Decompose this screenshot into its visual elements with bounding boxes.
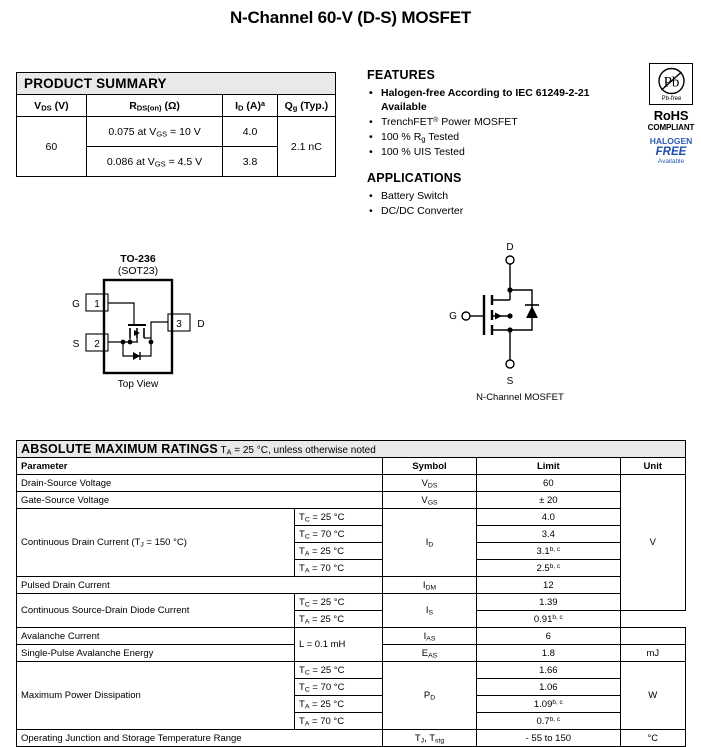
table-row — [17, 475, 686, 492]
cell-symbol: $I_{DM}$ — [382, 577, 476, 594]
package-name: TO-236 — [120, 253, 156, 265]
list-item — [367, 130, 637, 144]
cell-condition: $T_C = 70$ °C — [295, 526, 383, 543]
table-row — [17, 730, 686, 747]
list-item — [367, 115, 637, 129]
bullet-icon: • — [369, 116, 373, 128]
bullet-icon: • — [369, 190, 373, 202]
product-summary-table — [16, 72, 336, 177]
cell-symbol: $I_{AS}$ — [382, 628, 476, 645]
table-row — [17, 594, 686, 611]
cell-limit: 1.8 — [477, 645, 620, 662]
terminal-source-label: S — [506, 376, 514, 387]
column-header-rdson: $R_{DS(on)}$ (Ω) — [86, 95, 223, 117]
cell-limit: - 55 to 150 — [477, 730, 620, 747]
cell-rdson-2: 0.086 at $V_{GS} = 4.5$ V — [86, 147, 223, 177]
rohs-compliant-label: COMPLIANT — [647, 123, 695, 132]
svg-text:D: D — [197, 319, 205, 330]
svg-text:G: G — [72, 299, 80, 310]
schematic-svg — [420, 238, 620, 403]
terminal-drain-label: D — [506, 242, 514, 253]
cell-limit: 6 — [477, 628, 620, 645]
cell-unit: °C — [620, 730, 685, 747]
feature-text: 100 % UIS Tested — [381, 146, 465, 158]
applications-list — [367, 189, 637, 218]
cell-qg-value: 2.1 nC — [277, 117, 335, 177]
svg-text:1: 1 — [94, 299, 100, 310]
cell-limit: 4.0 — [477, 509, 620, 526]
ratings-title-bold: ABSOLUTE MAXIMUM RATINGS — [21, 442, 218, 456]
applications-heading: APPLICATIONS — [367, 171, 462, 185]
bullet-icon: • — [369, 146, 373, 158]
package-drawing — [62, 250, 282, 400]
features-section — [367, 68, 637, 219]
cell-symbol: $I_D$ — [382, 509, 476, 577]
svg-text:3: 3 — [176, 319, 182, 330]
pb-free-svg — [651, 64, 692, 103]
cell-symbol: $E_{AS}$ — [382, 645, 476, 662]
cell-limit: 1.09$^{b, c}$ — [477, 696, 620, 713]
cell-limit: 12 — [477, 577, 620, 594]
svg-text:S: S — [72, 339, 80, 350]
column-header-parameter: Parameter — [17, 458, 383, 475]
cell-condition: $T_A = 25$ °C — [295, 696, 383, 713]
product-summary-title: PRODUCT SUMMARY — [17, 73, 336, 95]
column-header-id: $I_D$ $(A)^a$ — [223, 95, 277, 117]
cell-id-1: 4.0 — [223, 117, 277, 147]
cell-condition: $T_A = 25$ °C — [295, 611, 383, 628]
terminal-gate-label: G — [449, 311, 457, 322]
svg-text:Pb-free: Pb-free — [661, 96, 681, 102]
cell-condition: $T_C = 25$ °C — [295, 594, 383, 611]
cell-limit: 0.7$^{b, c}$ — [477, 713, 620, 730]
cell-parameter: Pulsed Drain Current — [17, 577, 383, 594]
package-svg — [62, 250, 282, 395]
cell-parameter: Avalanche Current — [17, 628, 295, 645]
page-title: N-Channel 60-V (D-S) MOSFET — [229, 8, 472, 27]
cell-symbol: $V_{DS}$ — [382, 475, 476, 492]
rohs-label: RoHS — [653, 108, 689, 123]
cell-limit: 3.1$^{b, c}$ — [477, 543, 620, 560]
svg-text:Pb: Pb — [663, 74, 679, 91]
ratings-title — [17, 441, 686, 458]
feature-text: Halogen-free According to IEC 61249-2-21 Available — [381, 87, 590, 113]
column-header-unit: Unit — [620, 458, 685, 475]
schematic-drawing — [420, 238, 620, 408]
cell-limit: 1.39 — [477, 594, 620, 611]
cell-unit: mJ — [620, 645, 685, 662]
table-row — [17, 577, 686, 594]
cell-parameter: Single-Pulse Avalanche Energy — [17, 645, 295, 662]
cell-symbol: $P_D$ — [382, 662, 476, 730]
cell-limit: 3.4 — [477, 526, 620, 543]
halogen-label: HALOGEN — [649, 136, 693, 146]
column-header-vds: $V_{DS}$ (V) — [17, 95, 87, 117]
cell-parameter: Operating Junction and Storage Temperature Range — [17, 730, 383, 747]
pb-free-icon — [649, 63, 693, 105]
cell-id-2: 3.8 — [223, 147, 277, 177]
cell-symbol: $V_{GS}$ — [382, 492, 476, 509]
list-item — [367, 189, 637, 203]
features-heading: FEATURES — [367, 68, 436, 82]
cell-parameter: Maximum Power Dissipation — [17, 662, 295, 730]
list-item — [367, 86, 637, 114]
cell-condition: $T_A = 70$ °C — [295, 713, 383, 730]
table-row — [17, 509, 686, 526]
svg-text:2: 2 — [94, 339, 100, 350]
cell-unit: V — [620, 475, 685, 611]
cell-limit: 0.91$^{b, c}$ — [477, 611, 620, 628]
feature-text: 100 % $R_g$ Tested — [381, 131, 460, 144]
column-header-symbol: Symbol — [382, 458, 476, 475]
table-row — [17, 117, 336, 147]
free-label: FREE — [655, 146, 687, 158]
table-header-row — [17, 458, 686, 475]
cell-parameter: Gate-Source Voltage — [17, 492, 383, 509]
column-header-limit: Limit — [477, 458, 620, 475]
cell-condition: L = 0.1 mH — [295, 628, 383, 662]
cell-condition: $T_C = 70$ °C — [295, 679, 383, 696]
application-text: Battery Switch — [381, 190, 449, 202]
cell-unit: W — [620, 662, 685, 730]
package-caption: Top View — [117, 379, 159, 390]
cell-condition: $T_A = 70$ °C — [295, 560, 383, 577]
list-item — [367, 145, 637, 159]
cell-condition: $T_C = 25$ °C — [295, 662, 383, 679]
bullet-icon: • — [369, 131, 373, 143]
package-subname: (SOT23) — [117, 265, 159, 277]
table-row — [17, 662, 686, 679]
cell-symbol: $T_J$, $T_{stg}$ — [382, 730, 476, 747]
absolute-maximum-ratings-table — [16, 440, 686, 747]
list-item — [367, 204, 637, 218]
schematic-caption: N-Channel MOSFET — [476, 392, 564, 403]
cell-limit: 1.66 — [477, 662, 620, 679]
table-row — [17, 492, 686, 509]
cell-parameter: Continuous Drain Current ($T_J = 150$ °C) — [17, 509, 295, 577]
table-row — [17, 628, 686, 645]
cell-limit: 60 — [477, 475, 620, 492]
cell-limit: 1.06 — [477, 679, 620, 696]
cell-symbol: $I_S$ — [382, 594, 476, 628]
features-list — [367, 86, 637, 159]
cell-limit: ± 20 — [477, 492, 620, 509]
applications-section — [367, 171, 637, 218]
cell-rdson-1: 0.075 at $V_{GS} = 10$ V — [86, 117, 223, 147]
bullet-icon: • — [369, 87, 373, 99]
feature-text: TrenchFET® Power MOSFET — [381, 115, 518, 128]
cell-limit: 2.5$^{b, c}$ — [477, 560, 620, 577]
cell-parameter: Drain-Source Voltage — [17, 475, 383, 492]
bullet-icon: • — [369, 205, 373, 217]
available-label: Available — [657, 158, 685, 165]
application-text: DC/DC Converter — [381, 205, 464, 217]
cell-vds-value: 60 — [17, 117, 87, 177]
ratings-title-rest: $T_A = 25$ °C, unless otherwise noted — [217, 445, 376, 457]
cell-condition: $T_A = 25$ °C — [295, 543, 383, 560]
column-header-qg: $Q_g$ (Typ.) — [277, 95, 335, 117]
compliance-badge — [645, 63, 697, 165]
cell-unit — [620, 628, 685, 645]
cell-parameter: Continuous Source-Drain Diode Current — [17, 594, 295, 628]
cell-condition: $T_C = 25$ °C — [295, 509, 383, 526]
